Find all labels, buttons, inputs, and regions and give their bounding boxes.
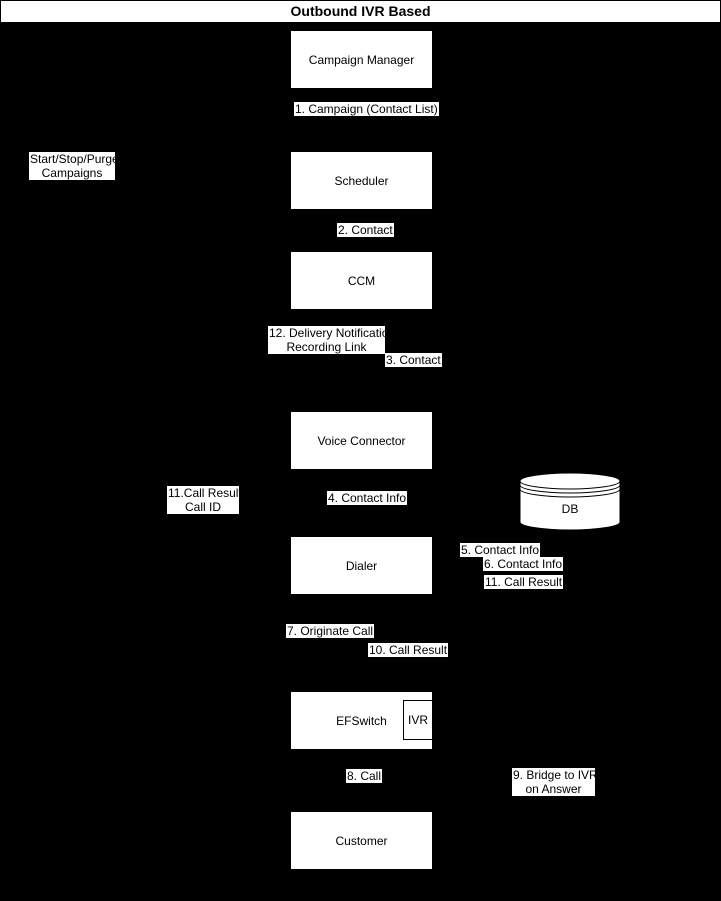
edge-label-start-stop-purge-campaigns [29, 152, 119, 180]
edge-label-bridge-to-ivr-9 [512, 768, 598, 796]
node-db [519, 472, 621, 531]
edge-label-delivery-notification-12 [268, 326, 396, 354]
edge-label-line: 12. Delivery Notification [269, 326, 396, 340]
edge-label-contact-info-6: 6. Contact Info [484, 557, 563, 571]
edge-label-contact-info-4: 4. Contact Info [328, 491, 407, 505]
edge-label-campaign-contact-list: 1. Campaign (Contact List) [295, 102, 438, 116]
node-db-label: DB [561, 502, 579, 516]
edge-label-line: Start/Stop/Purge [30, 152, 119, 166]
edge-label-call-result-11: 11. Call Result [485, 575, 563, 589]
edge-label-call-result-call-id-11 [167, 486, 242, 514]
edge-label-originate-call-7: 7. Originate Call [287, 624, 374, 638]
edge-label-call-result-10: 10. Call Result [369, 643, 448, 657]
node-ivr: IVR [403, 700, 433, 740]
node-efswitch: EFSwitch [290, 691, 433, 750]
node-campaign-manager: Campaign Manager [290, 30, 433, 89]
edge-label-line: Call ID [184, 500, 221, 514]
edge-label-line: 9. Bridge to IVR [513, 768, 598, 782]
node-scheduler: Scheduler [290, 151, 433, 210]
edge-label-line: Campaigns [41, 166, 103, 180]
node-ccm: CCM [290, 251, 433, 310]
edge-label-call-8: 8. Call [347, 769, 382, 783]
edge-label-contact-2: 2. Contact [338, 223, 393, 237]
edge-label-line: Recording Link [286, 340, 367, 354]
node-dialer: Dialer [290, 536, 433, 595]
node-customer: Customer [290, 811, 433, 870]
node-voice-connector: Voice Connector [290, 411, 433, 470]
edge-label-line: on Answer [525, 782, 582, 796]
diagram-title: Outbound IVR Based [0, 0, 721, 23]
edge-label-contact-3: 3. Contact [386, 353, 441, 367]
edge-label-contact-info-5: 5. Contact Info [461, 543, 540, 557]
edge-label-line: 11.Call Result [168, 486, 242, 500]
